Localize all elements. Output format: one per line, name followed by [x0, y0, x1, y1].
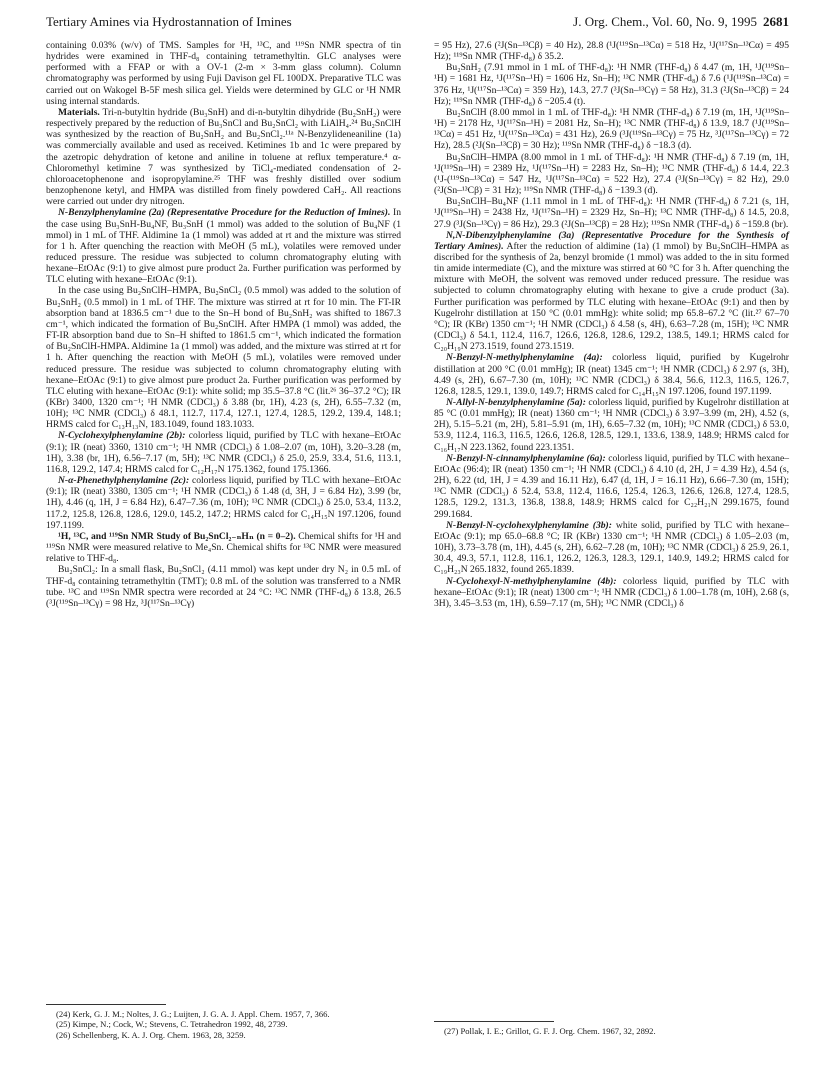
- paragraph-text: Chemical shifts for ¹H and ¹¹⁹Sn NMR were measured relative to Me₄Sn. Chemical shifts for ¹³C NMR were measured relative to THF-d₈.: [46, 530, 401, 565]
- paragraph-text: colorless liquid, purified by Kugelrohr distillation at 85 °C (0.01 mmHg); IR (neat) 1360 cm⁻¹; ¹H NMR (CDCl₃) δ 3.97–3.99 (m, 2H), 4.52 (s, 2H), 5.15–5.21 (m, 2H), 5.81–5.91 (m, 1H), 6.65–7.32 (m, 10H); ¹³C NMR (CDCl₃) δ 53.0, 53.9, 112.4, 116.3, 116.5, 126.6, 126.8, 128.5, 129.1, 133.6, 138.9, 148.9; HRMS calcd for C₁₆H₁₇N 223.1362, found 223.1351.: [434, 397, 789, 453]
- paragraph-text: colorless liquid, purified by TLC with hexane–EtOAc (9:1); IR (neat) 3360, 1310 cm⁻¹; ¹H NMR (CDCl₃) δ 1.08–2.07 (m, 10H), 3.20–3.28 (m, 1H), 3.38 (br, 1H), 6.56–7.17 (m, 5H); ¹³C NMR (CDCl₃) δ 25.0, 25.9, 33.4, 51.6, 113.1, 116.8, 129.2, 147.4; HRMS calcd for C₁₂H₁₇N 175.1362, found 175.1366.: [46, 430, 402, 475]
- paragraph: [46, 285, 401, 430]
- footnote-rule-right: [434, 1021, 554, 1022]
- reference-entry: (26) Schellenberg, K. A. J. Org. Chem. 1963, 28, 3259.: [56, 1029, 246, 1040]
- paragraph-text: colorless liquid, purified by Kugelrohr distillation at 200 °C (0.01 mmHg); IR (neat) 1345 cm⁻¹; ¹H NMR (CDCl₃) δ 2.97 (s, 3H), 4.49 (s, 2H), 6.67–7.30 (m, 10H); ¹³C NMR (CDCl₃) δ 38.4, 56.6, 112.3, 116.5, 126.7, 126.8, 128.5, 129.1, 139.0, 149.7; HRMS calcd for C₁₄H₁₅N 197.1206, found 197.1199.: [434, 352, 789, 397]
- page-number: 2681: [763, 14, 789, 29]
- paragraph-text: After the reduction of aldimine (1a) (1 mmol) by Bu₂SnClH–HMPA as discribed for the synthesis of 2a, benzyl bromide (1 mmol) was added to the in situ formed tin amide intermediate (C), and the mixture was stirred at 60 °C for 3 h. After quenching the mixture with MeOH, the solvent was removed under reduced pressure. The residue was subjected to column chromatography eluting with hexane to give a crude product (3a). Further purification was performed by TLC eluting with hexane–EtOAc (9:1) and then by Kugelrohr distillation at 150 °C (0.01 mmHg): white solid; mp 65.8–67.2 °C (lit.²⁷ 67–70 °C); IR (KBr) 1350 cm⁻¹; ¹H NMR (CDCl₃) δ 4.58 (s, 4H), 6.63–7.28 (m, 15H); ¹³C NMR (CDCl₃) δ 54.1, 112.4, 116.7, 126.6, 126.8, 128.6, 129.2, 138.5, 149.1; HRMS calcd for C₂₀H₁₉N 273.1519, found 273.1519.: [434, 240, 789, 353]
- paragraph: [434, 196, 789, 229]
- paragraph-text: In the case using Bu₃SnH-Bu₄NF, Bu₃SnH (1 mmol) was added to the solution of Bu₄NF (1 mmol) in 1 mL of THF. Aldimine 1a (1 mmol) was added at rt and the mixture was stirred for 1 h. After quenching the reaction with MeOH (5 mL), volatiles were removed under reduced pressure. The residue was subjected to column chromatography eluting with hexane–EtOAc (9:1) to give almost pure product 2a. Further purification was performed by TLC eluting with hexane–EtOAc (9:1).: [46, 207, 401, 286]
- paragraph: [434, 107, 789, 152]
- paragraph: [46, 107, 401, 207]
- footnote-rule-left: [46, 1004, 166, 1005]
- paragraph: [434, 520, 789, 576]
- paragraph-text: Bu₂SnH₂ (7.91 mmol in 1 mL of THF-d₈): ¹H NMR (THF-d₈) δ 4.47 (m, 1H, ¹J(¹¹⁹Sn–¹H) = 1681 Hz, ¹J(¹¹⁷Sn–¹H) = 1606 Hz, Sn–H); ¹³C NMR (THF-d₈) δ 7.6 (¹J(¹¹⁹Sn–¹³Cα) = 376 Hz, ¹J(¹¹⁷Sn–¹³Cα) = 359 Hz), 14.3, 27.7 (³J(Sn–¹³Cγ) = 58 Hz), 31.3 (²J(Sn–¹³Cβ) = 24 Hz); ¹¹⁹Sn NMR (THF-d₈) δ −205.4 (t).: [434, 62, 789, 107]
- page-header: [46, 14, 789, 32]
- paragraph-heading: N-Benzylphenylamine (2a) (Representative Procedure for the Reduction of Imines).: [58, 207, 391, 219]
- paragraph-heading: N-Cyclohexyl-N-methylphenylamine (4b):: [446, 575, 617, 587]
- paragraph: [434, 152, 789, 197]
- left-column: [46, 40, 401, 609]
- paragraph-text: containing 0.03% (w/v) of TMS. Samples for ¹H, ¹³C, and ¹¹⁹Sn NMR spectra of tin hydrides were examined in THF-d₈ containing tetramethyltin. GLC analyses were performed with a FFAP or with a OV-1 (2-m × 3-mm glass column). Column chromatography was performed by using Fuji Davison gel FL 100DX. Preparative TLC was carried out on Wakogel B-5F mesh silica gel. Yields were determined by GLC or ¹H NMR using internal standards.: [46, 40, 401, 107]
- paragraph-text: In the case using Bu₂SnClH–HMPA, Bu₂SnCl₂ (0.5 mmol) was added to the solution of Bu₂SnH₂ (0.5 mmol) in 1 mL of THF. The mixture was stirred at rt for 10 min. The FT-IR absorption band at 1836.5 cm⁻¹ due to the Sn–H bond of Bu₂SnH₂ was shifted to 1867.3 cm⁻¹, which indicated the formation of Bu₂SnClH. After HMPA (1 mmol) was added, the FT-IR absorption band due to Sn–H shifted to 1861.5 cm⁻¹, which indicated the formation of Bu₂SnClH-HMPA. Aldimine 1a (1 mmol) was added, and the mixture was stirred at rt for 1 h. After quenching the reaction with MeOH (5 mL), volatiles were removed under reduced pressure. The residue was subjected to column chromatography eluting with hexane–EtOAc (9:1) to give almost pure product 2a. Further purification was performed by TLC eluting with hexane–EtOAc (9:1): white solid; mp 35.5–37.8 °C (lit.²⁶ 36–37.2 °C); IR (KBr) 3400, 1320 cm⁻¹; ¹H NMR (CDCl₃) δ 3.88 (br, 1H), 4.23 (s, 2H), 6.55–7.32 (m, 10H); ¹³C NMR (CDCl₃) δ 48.1, 112.7, 117.4, 127.1, 127.4, 128.5, 129.2, 139.4, 148.1; HRMS calcd for C₁₃H₁₃N, 183.1049, found 183.1033.: [46, 285, 401, 431]
- paragraph-heading: N-Benzyl-N-cyclohexylphenylamine (3b):: [446, 519, 612, 531]
- paragraph-heading: N-α-Phenethylphenylamine (2c):: [58, 475, 190, 487]
- paragraph: [434, 230, 789, 353]
- paragraph: [46, 475, 401, 531]
- reference-entry: (24) Kerk, G. J. M.; Noltes, J. G.; Luijten, J. G. A. J. Appl. Chem. 1957, 7, 366.: [56, 1009, 330, 1019]
- reference-entry: (25) Kimpe, N.; Cock, W.; Stevens, C. Tetrahedron 1992, 48, 2739.: [56, 1019, 288, 1030]
- paragraph-heading: N-Allyl-N-benzylphenylamine (5a):: [446, 397, 586, 408]
- paragraph-text: Bu₂SnClH–Bu₄NF (1.11 mmol in 1 mL of THF-d₈): ¹H NMR (THF-d₈) δ 7.21 (s, 1H, ¹J(¹¹⁹Sn–¹H) = 2438 Hz, ¹J(¹¹⁷Sn–¹H) = 2329 Hz, Sn–H); ¹³C NMR (THF-d₈) δ 14.5, 20.8, 27.9 (³J(Sn–¹³Cγ) = 86 Hz), 29.3 (²J(Sn–¹³Cβ) = 28 Hz); ¹¹⁹Sn NMR (THF-d₈) δ −159.8 (br).: [434, 196, 789, 230]
- paragraph: [434, 352, 789, 397]
- paragraph-text: Bu₂SnClH (8.00 mmol in 1 mL of THF-d₈): ¹H NMR (THF-d₈) δ 7.19 (m, 1H, ¹J(¹¹⁹Sn–¹H) = 2178 Hz, ¹J(¹¹⁷Sn–¹H) = 2081 Hz, Sn–H); ¹³C NMR (THF-d₈) δ 13.9, 18.7 (¹J(¹¹⁹Sn–¹³Cα) = 451 Hz, ¹J(¹¹⁷Sn–¹³Cα) = 431 Hz), 26.9 (³J(¹¹⁹Sn–¹³Cγ) = 75 Hz, ³J(¹¹⁷Sn–¹³Cγ) = 72 Hz), 28.5 (²J(Sn–¹³Cβ) = 30 Hz); ¹¹⁹Sn NMR (THF-d₈) δ −18.3 (d).: [434, 106, 789, 152]
- paragraph: [46, 430, 401, 475]
- paragraph-heading: N-Benzyl-N-cinnamylphenylamine (6a):: [446, 452, 606, 464]
- paragraph: [46, 207, 401, 285]
- reference-entry: (27) Pollak, I. E.; Grillot, G. F. J. Org. Chem. 1967, 32, 2892.: [444, 1026, 656, 1036]
- paragraph-text: colorless liquid, purified by TLC with hexane–EtOAc (96:4); IR (neat) 1350 cm⁻¹; ¹H NMR (CDCl₃) δ 4.10 (d, 2H, J = 4.39 Hz), 4.54 (s, 2H), 6.22 (td, 1H, J = 4.39 and 16.11 Hz), 6.47 (d, 1H, J = 16.11 Hz), 6.66–7.30 (m, 15H); ¹³C NMR (CDCl₃) δ 52.4, 53.8, 112.4, 116.6, 125.4, 126.3, 126.6, 126.8, 127.4, 128.5, 128.5, 129.2, 131.3, 136.8, 138.8, 148.9; HRMS calcd for C₂₂H₂₁N 299.1675, found 299.1684.: [434, 452, 789, 520]
- journal-name: J. Org. Chem., Vol. 60, No. 9, 1995: [573, 14, 757, 29]
- paragraph-text: colorless liquid, purified by TLC with hexane–EtOAc (9:1); IR (neat) 3380, 1305 cm⁻¹; ¹H NMR (CDCl₃) δ 1.48 (d, 3H, J = 6.84 Hz), 3.99 (br, 1H), 4.46 (q, 1H, J = 6.84 Hz), 6.47–7.36 (m, 10H); ¹³C NMR (CDCl₃) δ 25.0, 53.4, 113.2, 117.2, 125.8, 126.8, 128.6, 129.0, 145.2, 147.2; HRMS calcd for C₁₄H₁₅N 197.1206, found 197.1199.: [46, 475, 401, 531]
- references-right: [434, 1026, 789, 1036]
- right-column: [434, 40, 789, 609]
- paragraph-heading: Materials.: [58, 106, 100, 118]
- paragraph-heading: ¹H, ¹³C, and ¹¹⁹Sn NMR Study of Bu₂SnCl₂₋ₙHₙ (n = 0–2).: [58, 530, 296, 542]
- paragraph-text: Tri-n-butyltin hydride (Bu₃SnH) and di-n-butyltin dihydride (Bu₂SnH₂) were respectively prepared by the reduction of Bu₃SnCl and Bu₂SnCl₂ with LiAlH₄.²⁴ Bu₂SnClH was synthesized by the reaction of Bu₂SnH₂ and Bu₂SnCl₂.¹¹ᵃ N-Benzylideneaniline (1a) was commercially available and used as received. Ketimines 1b and 1c were prepared by the azetropic dehydration of ketone and aniline in toluene at reflux temperature.⁴ α-Chloromethyl ketimine 7 was synthesized by TiCl₄-mediated condensation of 2-chloroacetophenone and isopropylamine.²⁵ THF was freshly distilled over sodium benzophenone ketyl, and HMPA was distilled from finely powdered CaH₂. All reactions were carried out under dry nitrogen.: [46, 106, 401, 208]
- references-left: [46, 1009, 401, 1040]
- paragraph: [434, 576, 789, 609]
- paragraph: [46, 40, 401, 107]
- paragraph-text: Bu₂SnCl₂: In a small flask, Bu₂SnCl₂ (4.11 mmol) was kept under dry N₂ in 0.5 mL of THF-d₈ containing tetramethyltin (TMT); 0.8 mL of the solution was transferred to a NMR tube. ¹³C and ¹¹⁹Sn NMR spectra were recorded at 24 °C: ¹³C NMR (THF-d₈) δ 13.8, 26.5 (³J(¹¹⁹Sn–¹³Cγ) = 98 Hz, ³J(¹¹⁷Sn–¹³Cγ): [46, 564, 401, 609]
- running-title: Tertiary Amines via Hydrostannation of Imines: [46, 14, 292, 29]
- paragraph-heading: N,N-Dibenzylphenylamine (3a) (Representative Procedure for the Synthesis of Tertiary Amines).: [434, 229, 789, 252]
- journal-citation: [573, 14, 789, 30]
- paragraph-text: white solid, purified by TLC with hexane–EtOAc (9:1); mp 65.0–68.8 °C; IR (KBr) 1330 cm⁻¹; ¹H NMR (CDCl₃) δ 1.05–2.03 (m, 10H), 3.73–3.78 (m, 1H), 4.45 (s, 2H), 6.62–7.28 (m, 10H); ¹³C NMR (CDCl₃) δ 25.9, 26.1, 30.4, 49.3, 57.1, 112.8, 116.1, 126.2, 126.3, 128.3, 129.1, 140.9, 149.2; HRMS calcd for C₁₉H₂₃N 265.1832, found 265.1839.: [434, 519, 789, 576]
- paragraph-heading: N-Cyclohexylphenylamine (2b):: [58, 430, 186, 442]
- paragraph: [46, 564, 401, 609]
- paragraph: [46, 531, 401, 564]
- paragraph-text: = 95 Hz), 27.6 (²J(Sn–¹³Cβ) = 40 Hz), 28.8 (¹J(¹¹⁹Sn–¹³Cα) = 518 Hz, ¹J(¹¹⁷Sn–¹³Cα) = 495 Hz); ¹¹⁹Sn NMR (THF-d₈) δ 35.2.: [434, 40, 789, 63]
- paragraph: [434, 62, 789, 107]
- paragraph: [434, 397, 789, 453]
- paragraph-text: Bu₂SnClH–HMPA (8.00 mmol in 1 mL of THF-d₈): ¹H NMR (THF-d₈) δ 7.19 (m, 1H, ¹J(¹¹⁹Sn–¹H) = 2389 Hz, ¹J(¹¹⁷Sn–¹H) = 2283 Hz, Sn–H); ¹³C NMR (THF-d₈) δ 14.4, 22.3 (¹J-(¹¹⁹Sn–¹³Cα) = 547 Hz, ¹J(¹¹⁷Sn–¹³Cα) = 522 Hz), 27.4 (³J(Sn–¹³Cγ) = 82 Hz), 29.0 (²J(Sn–¹³Cβ) = 31 Hz); ¹¹⁹Sn NMR (THF-d₈) δ −139.3 (d).: [434, 151, 789, 197]
- paragraph: [434, 453, 789, 520]
- paragraph-heading: N-Benzyl-N-methylphenylamine (4a):: [446, 352, 603, 364]
- paragraph: [434, 40, 789, 62]
- paragraph-text: colorless liquid, purified by TLC with hexane–EtOAc (9:1); IR (neat) 1300 cm⁻¹; ¹H NMR (CDCl₃) δ 1.00–1.78 (m, 10H), 2.68 (s, 3H), 3.45–3.53 (m, 1H), 6.59–7.17 (m, 5H); ¹³C NMR (CDCl₃) δ: [434, 575, 789, 609]
